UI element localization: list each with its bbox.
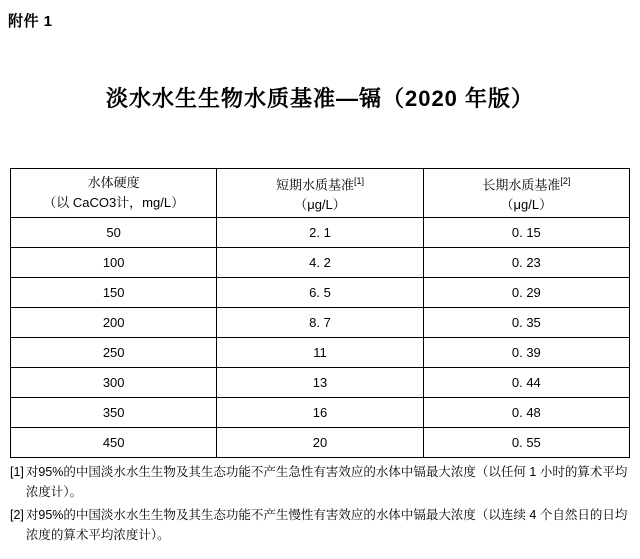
cell-short-term: 13	[217, 368, 423, 398]
cell-hardness: 350	[11, 398, 217, 428]
column-header-long-term-line1	[424, 171, 629, 195]
cell-long-term: 0. 35	[423, 308, 629, 338]
table-row	[11, 248, 630, 278]
footnote-1	[10, 462, 632, 502]
cell-hardness: 300	[11, 368, 217, 398]
cell-hardness: 50	[11, 218, 217, 248]
cell-long-term: 0. 48	[423, 398, 629, 428]
footnotes-section	[10, 462, 632, 548]
cell-short-term: 8. 7	[217, 308, 423, 338]
cell-hardness: 450	[11, 428, 217, 458]
cell-long-term: 0. 44	[423, 368, 629, 398]
cell-short-term: 4. 2	[217, 248, 423, 278]
cell-hardness: 250	[11, 338, 217, 368]
cell-long-term: 0. 29	[423, 278, 629, 308]
table-row	[11, 308, 630, 338]
table-row	[11, 368, 630, 398]
column-header-hardness	[11, 169, 217, 218]
column-header-short-term-line1	[217, 171, 422, 195]
footnote-ref-2: [2]	[560, 175, 571, 186]
table-row	[11, 338, 630, 368]
cell-short-term: 6. 5	[217, 278, 423, 308]
cell-long-term: 0. 39	[423, 338, 629, 368]
table-row	[11, 428, 630, 458]
cell-long-term: 0. 15	[423, 218, 629, 248]
cell-short-term: 20	[217, 428, 423, 458]
column-header-long-term	[423, 169, 629, 218]
column-header-short-term-line2: （μg/L）	[294, 197, 346, 213]
column-header-hardness-line1: 水体硬度	[87, 175, 140, 190]
column-header-short-term	[217, 169, 423, 218]
footnote-1-text: 对95%的中国淡水水生生物及其生态功能不产生急性有害效应的水体中镉最大浓度（以任何 1 小时的算术平均浓度计）。	[25, 465, 628, 499]
footnote-1-marker: [1]	[10, 465, 24, 479]
cell-hardness: 200	[11, 308, 217, 338]
cell-hardness: 100	[11, 248, 217, 278]
table-header	[11, 169, 630, 218]
column-header-hardness-line2: （以 CaCO3计，mg/L）	[43, 195, 185, 210]
table-row	[11, 278, 630, 308]
cell-short-term: 11	[217, 338, 423, 368]
water-quality-criteria-table	[10, 168, 630, 458]
table-header-row	[11, 169, 630, 218]
attachment-label: 附件 1	[8, 13, 53, 30]
table-row	[11, 218, 630, 248]
table-row	[11, 398, 630, 428]
footnote-2-marker: [2]	[10, 508, 24, 522]
cell-long-term: 0. 23	[423, 248, 629, 278]
column-header-short-term-text: 短期水质基准	[275, 177, 354, 193]
column-header-long-term-text: 长期水质基准	[482, 177, 561, 193]
cell-hardness: 150	[11, 278, 217, 308]
footnote-2-text: 对95%的中国淡水水生生物及其生态功能不产生慢性有害效应的水体中镉最大浓度（以连续 4 个自然日的日均浓度的算术平均浓度计）。	[25, 508, 628, 542]
page-title: 淡水水生生物水质基准—镉（2020 年版）	[105, 86, 535, 111]
cell-long-term: 0. 55	[423, 428, 629, 458]
column-header-long-term-line2: （μg/L）	[500, 197, 553, 213]
cell-short-term: 2. 1	[217, 218, 423, 248]
cell-short-term: 16	[217, 398, 423, 428]
table-body	[11, 218, 630, 458]
footnote-2	[10, 505, 632, 545]
footnote-ref-1: [1]	[353, 175, 364, 186]
